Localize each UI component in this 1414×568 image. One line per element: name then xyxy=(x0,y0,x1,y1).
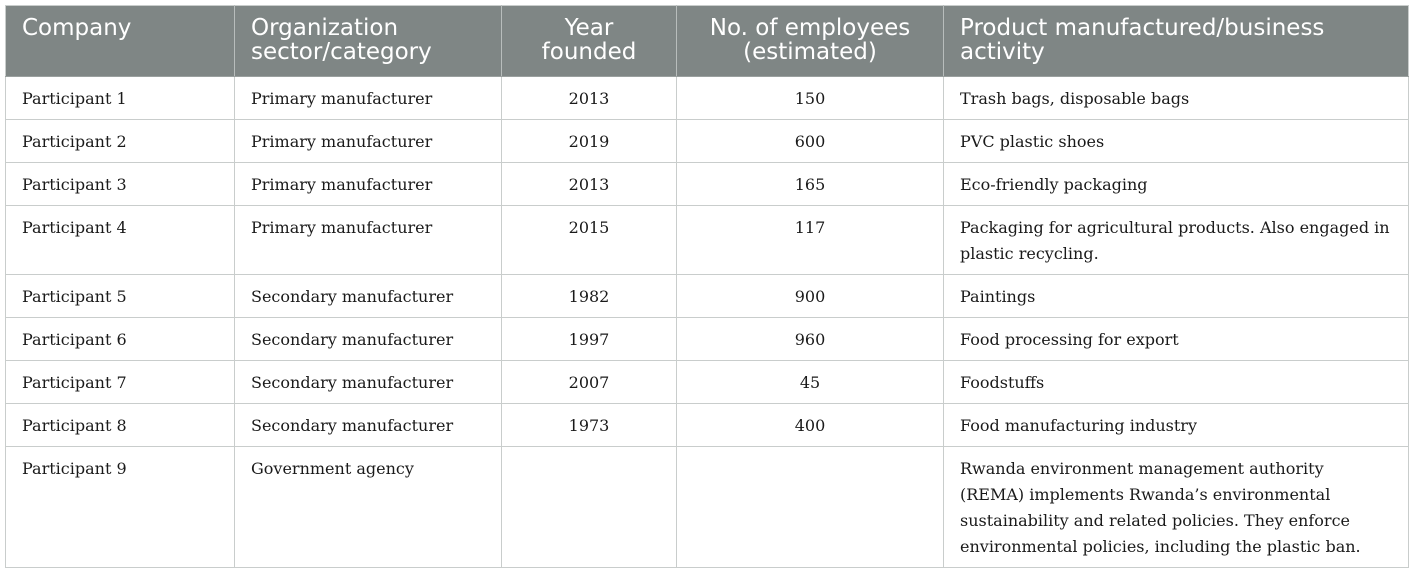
cell-activity: Paintings xyxy=(944,275,1409,318)
table-body xyxy=(6,77,1409,568)
cell-year: 2007 xyxy=(502,361,677,404)
cell-activity: Food processing for export xyxy=(944,318,1409,361)
table-row xyxy=(6,120,1409,163)
cell-year: 2013 xyxy=(502,77,677,120)
header-business-activity: Product manufactured/business activity xyxy=(944,6,1409,77)
table-header xyxy=(6,6,1409,77)
cell-sector: Primary manufacturer xyxy=(235,120,502,163)
cell-sector: Primary manufacturer xyxy=(235,163,502,206)
cell-sector: Secondary manufacturer xyxy=(235,404,502,447)
cell-company: Participant 7 xyxy=(6,361,235,404)
cell-employees: 150 xyxy=(677,77,944,120)
cell-employees: 960 xyxy=(677,318,944,361)
cell-activity: PVC plastic shoes xyxy=(944,120,1409,163)
cell-year: 1973 xyxy=(502,404,677,447)
cell-year: 2015 xyxy=(502,206,677,275)
cell-company: Participant 3 xyxy=(6,163,235,206)
participants-table-container xyxy=(5,5,1408,568)
table-row xyxy=(6,318,1409,361)
cell-employees: 900 xyxy=(677,275,944,318)
cell-activity: Rwanda environment management authority (REMA) implements Rwanda’s environmental sustainability and related policies. They enforce environmental policies, including the plastic ban. xyxy=(944,447,1409,568)
table-row xyxy=(6,361,1409,404)
cell-company: Participant 2 xyxy=(6,120,235,163)
cell-company: Participant 4 xyxy=(6,206,235,275)
header-year-founded: Year founded xyxy=(502,6,677,77)
cell-year: 1997 xyxy=(502,318,677,361)
cell-activity: Packaging for agricultural products. Also engaged in plastic recycling. xyxy=(944,206,1409,275)
cell-sector: Secondary manufacturer xyxy=(235,361,502,404)
cell-employees: 45 xyxy=(677,361,944,404)
cell-year: 1982 xyxy=(502,275,677,318)
cell-company: Participant 9 xyxy=(6,447,235,568)
cell-employees: 600 xyxy=(677,120,944,163)
participants-table xyxy=(5,5,1409,568)
cell-activity: Foodstuffs xyxy=(944,361,1409,404)
cell-year xyxy=(502,447,677,568)
cell-sector: Primary manufacturer xyxy=(235,77,502,120)
header-company: Company xyxy=(6,6,235,77)
header-employees: No. of employees (estimated) xyxy=(677,6,944,77)
cell-activity: Trash bags, disposable bags xyxy=(944,77,1409,120)
cell-company: Participant 5 xyxy=(6,275,235,318)
cell-company: Participant 6 xyxy=(6,318,235,361)
cell-employees: 400 xyxy=(677,404,944,447)
cell-sector: Secondary manufacturer xyxy=(235,275,502,318)
table-row xyxy=(6,77,1409,120)
cell-activity: Eco-friendly packaging xyxy=(944,163,1409,206)
header-row xyxy=(6,6,1409,77)
cell-year: 2019 xyxy=(502,120,677,163)
cell-employees: 117 xyxy=(677,206,944,275)
cell-employees: 165 xyxy=(677,163,944,206)
table-row xyxy=(6,447,1409,568)
table-row xyxy=(6,275,1409,318)
cell-sector: Primary manufacturer xyxy=(235,206,502,275)
cell-sector: Secondary manufacturer xyxy=(235,318,502,361)
header-sector: Organization sector/category xyxy=(235,6,502,77)
cell-company: Participant 8 xyxy=(6,404,235,447)
table-row xyxy=(6,206,1409,275)
cell-year: 2013 xyxy=(502,163,677,206)
cell-employees xyxy=(677,447,944,568)
cell-sector: Government agency xyxy=(235,447,502,568)
cell-company: Participant 1 xyxy=(6,77,235,120)
cell-activity: Food manufacturing industry xyxy=(944,404,1409,447)
table-row xyxy=(6,404,1409,447)
table-row xyxy=(6,163,1409,206)
